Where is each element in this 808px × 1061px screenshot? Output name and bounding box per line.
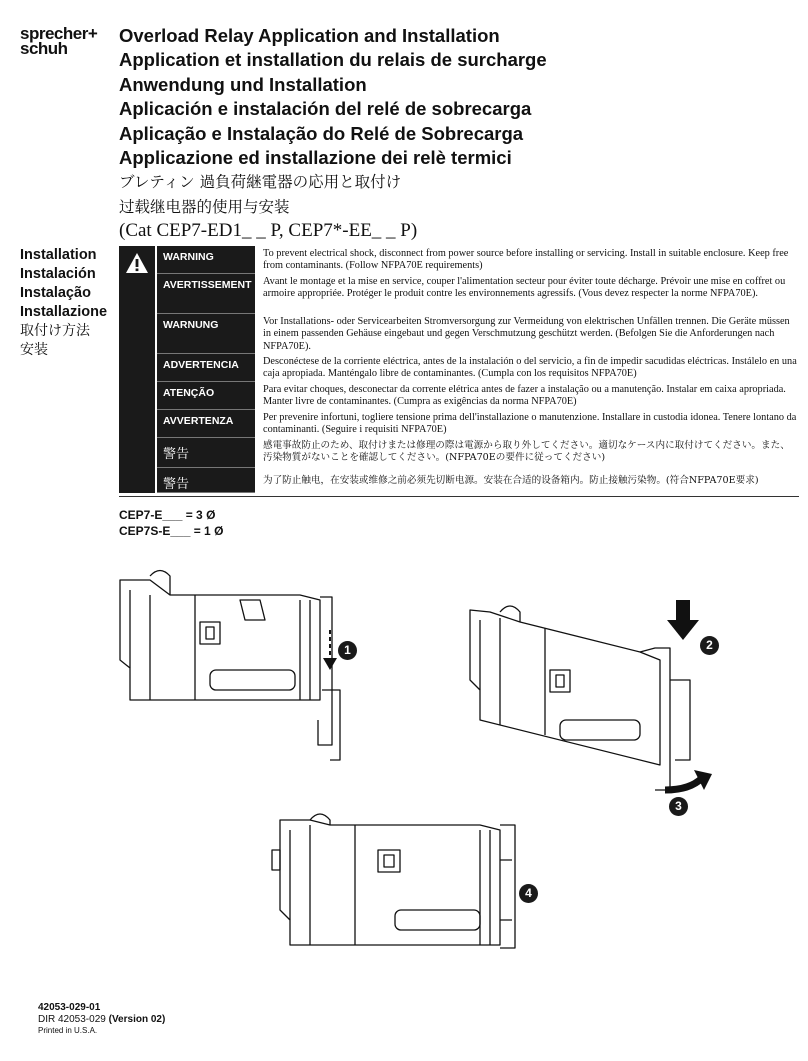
title-ja: ブレティン 過負荷継電器の応用と取付け bbox=[119, 173, 402, 192]
title-de: Anwendung und Installation bbox=[119, 73, 367, 95]
rotate-arrow-icon bbox=[665, 770, 712, 790]
arrow-down-icon bbox=[667, 600, 699, 640]
installation-es: Instalación bbox=[20, 266, 96, 282]
warning-text: Vor Installations- oder Servicearbeiten Stromversorgung zur Vermeidung von elektrischen Unfällen trennen. Die Geräte müssen in einem passenden Gehäuse eingebaut und gegen Verschmutzung geschützt werden. (Befolgen Sie die Anforderungen nach NFPA70E). bbox=[263, 316, 790, 352]
step-badge-2: 2 bbox=[700, 636, 719, 655]
warning-text: Per prevenire infortuni, togliere tensione prima dell'installazione o manutenzione. Installare in custodia idonea. Tenere lontano da contaminanti. (Seguire i requisiti NFPA70E) bbox=[263, 412, 797, 436]
warning-label: 警告 bbox=[157, 468, 255, 493]
step-badge-4: 4 bbox=[519, 884, 538, 903]
model-phase: = 1 Ø bbox=[193, 524, 224, 538]
printed-in: Printed in U.S.A. bbox=[38, 1026, 98, 1035]
part-number: 42053-029-01 bbox=[38, 1002, 101, 1013]
logo-line-1: sprecher+ bbox=[20, 24, 98, 43]
warning-text: Para evitar choques, desconectar da corrente elétrica antes de fazer a instalação ou a manutenção. Instalar em caixa apropriada. Manter livre de contaminantes. (Cumpra as exigências da norma NFPA70E) bbox=[263, 384, 786, 408]
warning-label: 警告 bbox=[157, 438, 255, 468]
installation-ja: 取付け方法 bbox=[20, 323, 90, 339]
installation-zh: 安装 bbox=[20, 342, 48, 358]
title-zh: 过载继电器的使用与安装 bbox=[119, 197, 290, 216]
model-code: CEP7-E___ bbox=[119, 508, 183, 522]
model-code: CEP7S-E___ bbox=[119, 524, 191, 538]
installation-en: Installation bbox=[20, 247, 97, 263]
title-it: Applicazione ed installazione dei relè termici bbox=[119, 147, 512, 169]
dir-prefix: DIR 42053-029 bbox=[38, 1013, 106, 1025]
footer bbox=[38, 1002, 165, 1037]
warning-text: Avant le montage et la mise en service, couper l'alimentation secteur pour éviter toute décharge. Prévoir une mise en coffret ou armoire appropriée. Protéger le produit contre les environnements agressifs. (Vous devez respecter la norme NFPA70E). bbox=[263, 276, 786, 300]
warning-label: ADVERTENCIA bbox=[157, 354, 255, 382]
model-phase: = 3 Ø bbox=[185, 508, 216, 522]
warning-label: AVVERTENZA bbox=[157, 410, 255, 438]
title-en: Overload Relay Application and Installation bbox=[119, 25, 500, 46]
catalog-numbers: (Cat CEP7-ED1_ _ P, CEP7*-EE_ _ P) bbox=[119, 220, 418, 242]
warning-label: WARNUNG bbox=[157, 314, 255, 354]
title-fr: Application et installation du relais de surcharge bbox=[119, 49, 547, 71]
warning-text: 为了防止触电，在安装或维修之前必须先切断电源。安装在合适的设备箱内。防止接触污染物。(符合NFPA70E要求) bbox=[263, 475, 759, 486]
dir-version: (Version 02) bbox=[108, 1013, 166, 1025]
step-badge-1: 1 bbox=[338, 641, 357, 660]
relay-illustration-4 bbox=[272, 814, 515, 948]
installation-pt: Instalação bbox=[20, 285, 91, 301]
dir-number bbox=[38, 1014, 165, 1026]
relay-illustration-1 bbox=[120, 571, 340, 761]
warning-text: Desconéctese de la corriente eléctrica, antes de la instalación o del servicio, a fin de impedir sacudidas eléctricas. Instálelo en una caja apropiada. Manténgalo libre de contaminantes. (Cumpla con los requisitos NFPA70E) bbox=[263, 356, 797, 380]
warning-text: To prevent electrical shock, disconnect from power source before installing or servicing. Install in suitable enclosure. Keep free from contaminants. (Follow NFPA70E requirements) bbox=[263, 248, 789, 272]
warning-text: 感電事故防止のため、取付けまたは修理の際は電源から取り外してください。適切なケース内に取付けてください。また、汚染物質がないことを確認してください。(NFPA70Eの要件に従ってください) bbox=[263, 440, 790, 464]
warning-label: WARNING bbox=[157, 246, 255, 274]
logo-line-2: schuh bbox=[20, 39, 68, 58]
arrow-down-icon bbox=[323, 630, 337, 670]
title-es: Aplicación e instalación del relé de sobrecarga bbox=[119, 98, 532, 120]
relay-illustration-2 bbox=[470, 606, 690, 790]
warning-label: AVERTISSEMENT bbox=[157, 274, 255, 314]
step-badge-3: 3 bbox=[669, 797, 688, 816]
installation-it: Installazione bbox=[20, 304, 108, 320]
warning-label: ATENÇÃO bbox=[157, 382, 255, 410]
title-pt: Aplicação e Instalação do Relé de Sobrecarga bbox=[119, 122, 524, 144]
